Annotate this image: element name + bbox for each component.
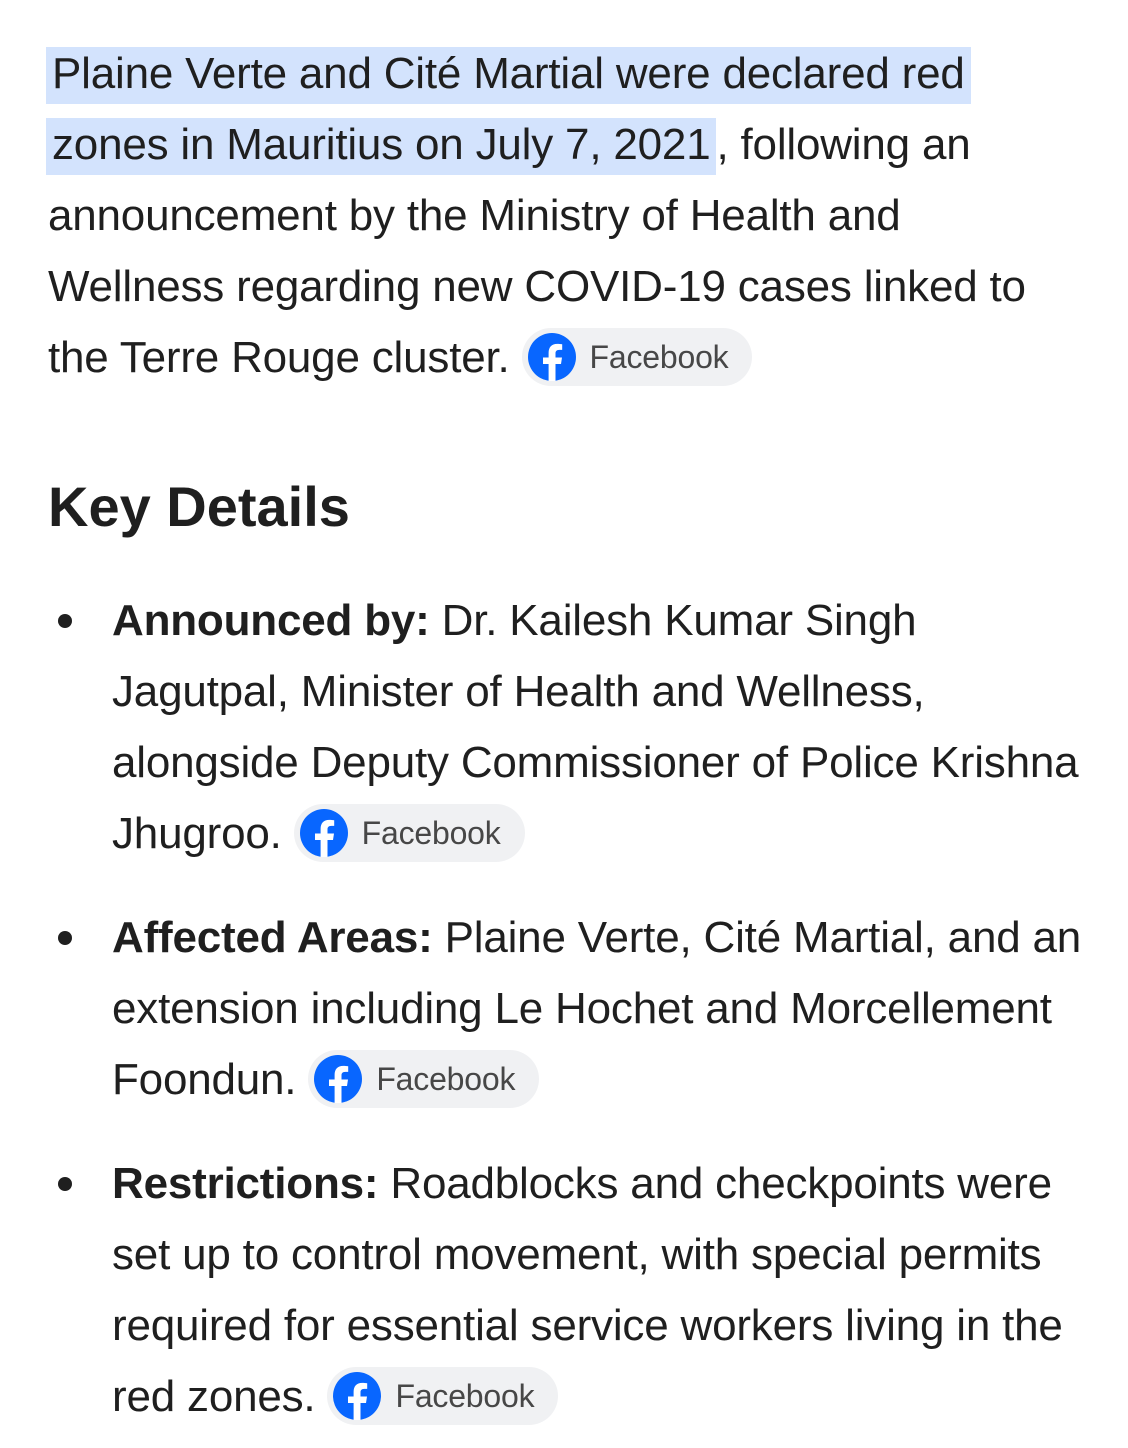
detail-text: Roadblocks and checkpoints were set up to control movement, with special permits required for essential service workers living in the red zones. xyxy=(112,1159,1063,1421)
bullet-icon xyxy=(58,931,72,945)
detail-term: Restrictions: xyxy=(112,1159,379,1208)
list-item xyxy=(48,902,1088,1115)
source-chip-label: Facebook xyxy=(376,1061,516,1098)
source-chip-facebook[interactable] xyxy=(522,328,753,386)
detail-term: Announced by: xyxy=(112,596,430,645)
bullet-icon xyxy=(58,1177,72,1191)
list-item xyxy=(48,1148,1088,1432)
facebook-icon xyxy=(312,1053,364,1105)
source-chip-label: Facebook xyxy=(589,339,729,376)
key-details-list xyxy=(48,585,1088,1432)
highlighted-text[interactable]: Plaine Verte and Cité Martial were declared red zones in Mauritius on July 7, 2021 xyxy=(46,47,971,175)
source-chip-label: Facebook xyxy=(361,815,501,852)
intro-text: , following an announcement by the Ministry of Health and Wellness regarding new COVID-19 cases linked to the Terre Rouge cluster. xyxy=(48,120,1026,382)
intro-paragraph xyxy=(48,38,1088,393)
source-chip-facebook[interactable] xyxy=(327,1367,558,1425)
facebook-icon xyxy=(331,1370,383,1422)
source-chip-facebook[interactable] xyxy=(308,1050,539,1108)
facebook-icon xyxy=(526,331,578,383)
facebook-icon xyxy=(298,807,350,859)
bullet-icon xyxy=(58,614,72,628)
source-chip-label: Facebook xyxy=(395,1378,535,1415)
section-title: Key Details xyxy=(48,475,350,538)
detail-term: Affected Areas: xyxy=(112,913,433,962)
list-item xyxy=(48,585,1088,869)
detail-text: Plaine Verte, Cité Martial, and an extension including Le Hochet and Morcellement Foondun. xyxy=(112,913,1082,1104)
source-chip-facebook[interactable] xyxy=(294,804,525,862)
detail-text: Dr. Kailesh Kumar Singh Jagutpal, Minister of Health and Wellness, alongside Deputy Commissioner of Police Krishna Jhugroo. xyxy=(112,596,1079,858)
